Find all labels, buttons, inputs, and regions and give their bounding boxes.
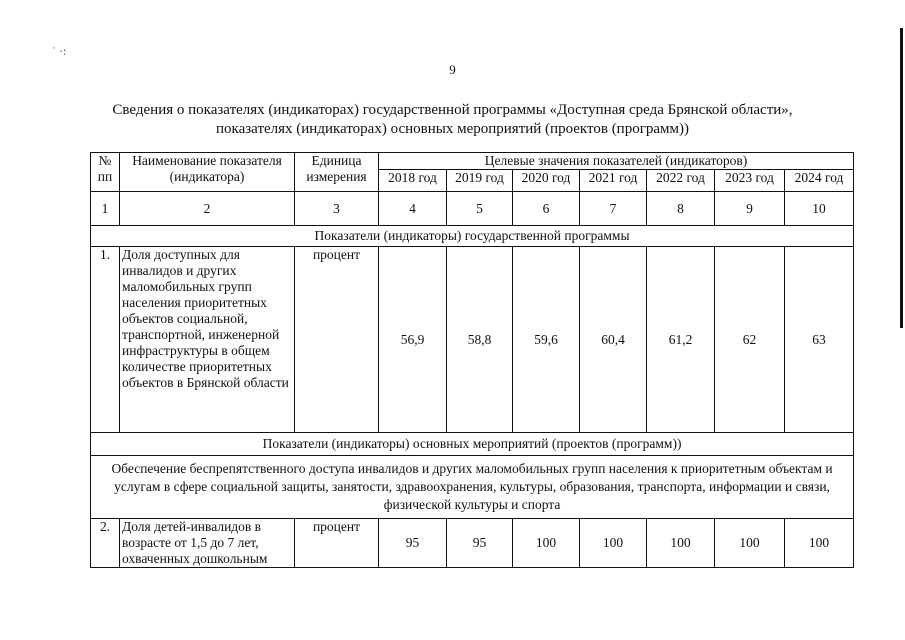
col-num-1: 1	[91, 192, 120, 226]
section-main-activities-row	[91, 433, 854, 456]
column-number-row	[91, 192, 854, 226]
row-2-value-2023: 100	[715, 519, 785, 568]
row-1-no: 1.	[91, 247, 120, 433]
indicators-table	[90, 152, 854, 568]
col-num-4: 4	[379, 192, 447, 226]
table-row	[91, 247, 854, 433]
col-num-2: 2	[120, 192, 295, 226]
section-state-program-row	[91, 226, 854, 247]
col-num-8: 8	[647, 192, 715, 226]
header-unit: Единица измерения	[295, 153, 379, 192]
section-state-program: Показатели (индикаторы) государственной программы	[91, 226, 854, 247]
document-title	[60, 101, 845, 139]
header-name: Наименование показателя (индикатора)	[120, 153, 295, 192]
row-1-name: Доля доступных для инвалидов и других маломобильных групп населения приоритетных объектов социальной, транспортной, инженерной инфраструктуры в общем количестве приоритетных объектов в Брянской области	[120, 247, 295, 433]
row-1-value-2019: 58,8	[447, 247, 513, 433]
row-1-value-2021: 60,4	[580, 247, 647, 433]
table-row	[91, 519, 854, 568]
row-1-value-2024: 63	[785, 247, 854, 433]
header-row-1	[91, 153, 854, 170]
row-2-value-2021: 100	[580, 519, 647, 568]
row-2-unit: процент	[295, 519, 379, 568]
year-2024: 2024 год	[785, 170, 854, 192]
year-2022: 2022 год	[647, 170, 715, 192]
year-2023: 2023 год	[715, 170, 785, 192]
row-2-name: Доля детей-инвалидов в возрасте от 1,5 до 7 лет, охваченных дошкольным	[120, 519, 295, 568]
row-2-value-2018: 95	[379, 519, 447, 568]
row-1-unit: процент	[295, 247, 379, 433]
col-num-10: 10	[785, 192, 854, 226]
subsection-row	[91, 456, 854, 519]
header-no: № пп	[91, 153, 120, 192]
row-2-value-2022: 100	[647, 519, 715, 568]
page-number: 9	[449, 62, 456, 77]
title-line-2: показателях (индикаторах) основных мероприятий (проектов (программ))	[216, 121, 689, 137]
year-2020: 2020 год	[513, 170, 580, 192]
section-main-activities: Показатели (индикаторы) основных мероприятий (проектов (программ))	[91, 433, 854, 456]
row-2-value-2019: 95	[447, 519, 513, 568]
scan-artifact-mark: ˙ ·:	[52, 44, 67, 58]
row-2-value-2020: 100	[513, 519, 580, 568]
col-num-3: 3	[295, 192, 379, 226]
row-2-no: 2.	[91, 519, 120, 568]
col-num-6: 6	[513, 192, 580, 226]
row-1-value-2018: 56,9	[379, 247, 447, 433]
row-2-value-2024: 100	[785, 519, 854, 568]
row-1-value-2022: 61,2	[647, 247, 715, 433]
col-num-7: 7	[580, 192, 647, 226]
col-num-9: 9	[715, 192, 785, 226]
year-2021: 2021 год	[580, 170, 647, 192]
year-2019: 2019 год	[447, 170, 513, 192]
col-num-5: 5	[447, 192, 513, 226]
title-line-1: Сведения о показателях (индикаторах) государственной программы «Доступная среда Брянской области»,	[112, 102, 793, 118]
year-2018: 2018 год	[379, 170, 447, 192]
header-target-values: Целевые значения показателей (индикаторов)	[379, 153, 854, 170]
row-1-value-2023: 62	[715, 247, 785, 433]
row-1-value-2020: 59,6	[513, 247, 580, 433]
subsection-accessibility: Обеспечение беспрепятственного доступа инвалидов и других маломобильных групп населения к приоритетным объектам и услугам в сфере социальной защиты, занятости, здравоохранения, культуры, образования, транспорта, информации и связи, физической культуры и спорта	[91, 456, 854, 519]
